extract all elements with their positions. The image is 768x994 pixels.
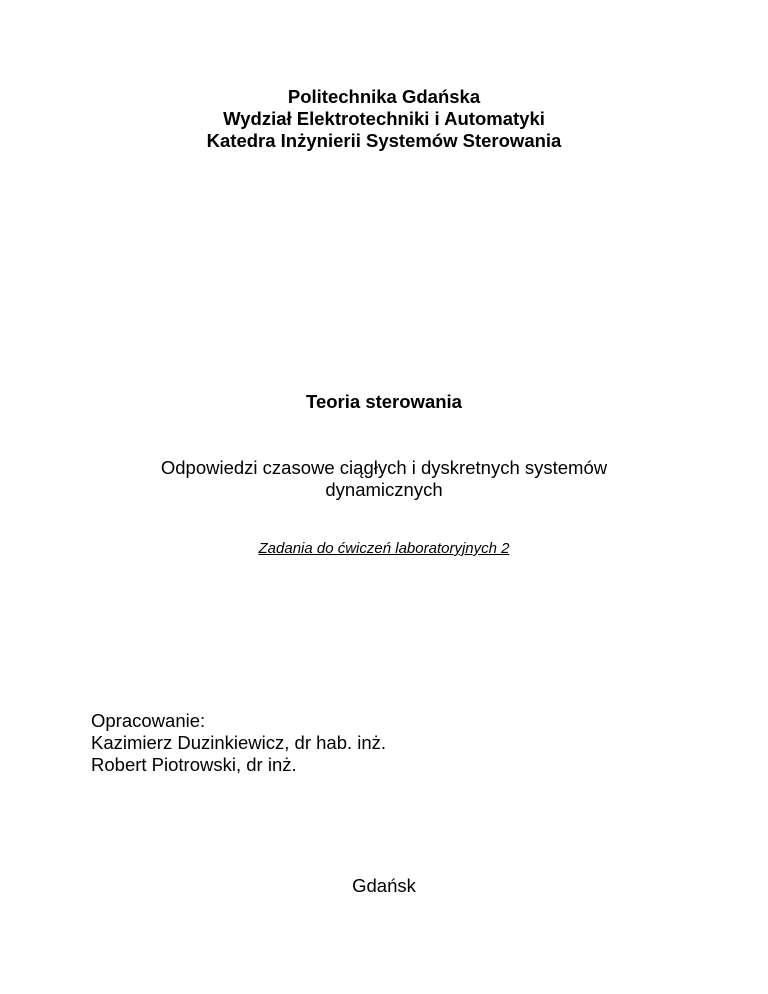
authors-block xyxy=(91,710,386,776)
university-name: Politechnika Gdańska xyxy=(287,86,481,107)
authors-heading: Opracowanie: xyxy=(91,710,206,731)
subtitle xyxy=(0,540,768,558)
subtitle-text: Zadania do ćwiczeń laboratoryjnych 2 xyxy=(258,540,510,557)
institution-header xyxy=(0,86,768,152)
topic-line-2: dynamicznych xyxy=(325,479,443,500)
author-1: Kazimierz Duzinkiewicz, dr hab. inż. xyxy=(91,732,387,753)
faculty-name: Wydział Elektrotechniki i Automatyki xyxy=(223,108,545,129)
author-2: Robert Piotrowski, dr inż. xyxy=(91,754,297,775)
department-name: Katedra Inżynierii Systemów Sterowania xyxy=(206,130,562,151)
topic-title xyxy=(0,457,768,501)
course-title: Teoria sterowania xyxy=(306,391,462,412)
place-name: Gdańsk xyxy=(352,875,416,896)
topic-line-1: Odpowiedzi czasowe ciągłych i dyskretnych systemów xyxy=(160,457,608,478)
